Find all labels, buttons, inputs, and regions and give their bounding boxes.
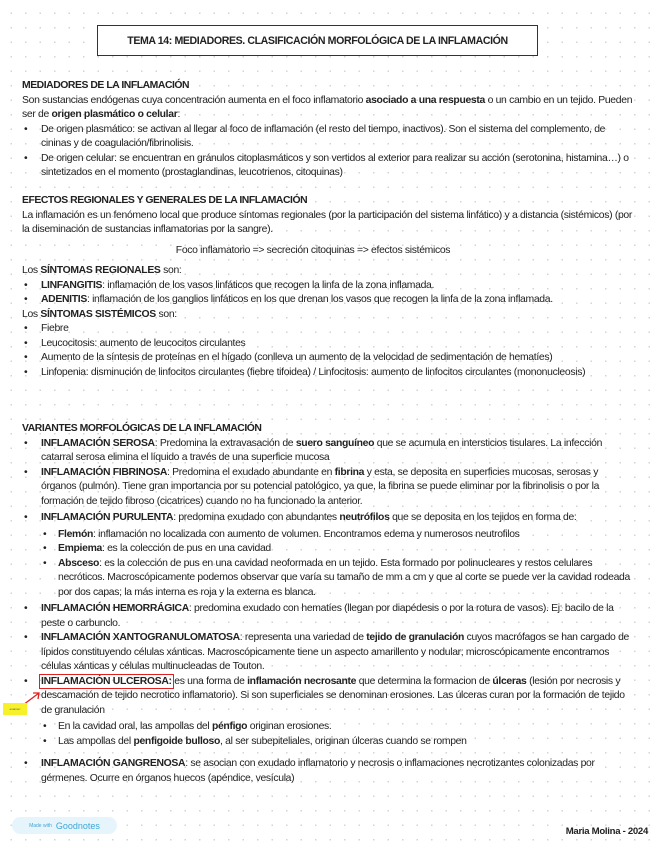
regionales-label [22,264,634,279]
title-text: TEMA 14: MEDIADORES. CLASIFICACIÓN MORFOLÓGICA DE LA INFLAMACIÓN [127,34,508,47]
bold-term: neutrófilos [339,512,390,523]
text-run: Las ampollas del [58,735,134,747]
text-run: que se acumula en intersticios tisulares. La infección catarral serosa elimina el líquido a través de una superficie mucosa [41,437,603,463]
sistemicos-label [22,308,634,323]
list-item [22,337,634,352]
list-item [22,293,634,308]
section-heading: VARIANTES MORFOLÓGICAS DE LA INFLAMACIÓN [22,423,262,434]
bold-term: Absceso [58,557,100,569]
list-item-xanto [22,631,634,675]
text-run: son: [155,308,177,320]
text-run: : Predomina el exudado abundante en [167,466,335,478]
bold-term: origen plasmático o celular [51,109,178,120]
bold-term: suero sanguíneo [295,437,375,449]
goodnotes-badge[interactable] [12,817,117,834]
text-run: Son sustancias endógenas cuya concentración aumenta en el foco inflamatorio [22,94,366,106]
bold-term: INFLAMACIÓN SEROSA [41,437,155,449]
text-run: o un cambio en un tejido. Pueden ser de [22,94,633,120]
text-run: : [177,109,181,120]
made-with-label: Made with [29,822,52,829]
text-run: : se asocian con exudado inflamatorio y necrosis o inflamaciones necrotizantes colonizadas por gérmenes. Ocurre en órganos huecos (apéndice, vesícula) [41,758,595,784]
text-run: : es la colección de pus en una cavidad neoformada en un tejido. Esta formado por polinucleares y restos celulares necróticos. Macroscópicamente podemos observar que varía su tamaño de mm a cm y que al corte se puede ver la cavidad rodeada por dos capas; la más interna es roja y la externa es blanca. [58,557,630,598]
bold-term: Empiema [58,543,102,554]
text-run: es una forma de [171,675,248,687]
bullet-list [22,757,634,786]
paragraph [22,94,634,123]
bold-term: INFLAMACIÓN XANTOGRANULOMATOSA [41,632,240,643]
bold-term: INFLAMACIÓN PURULENTA [41,512,174,523]
bold-term: penfigoide bulloso [133,735,221,747]
list-item-penfigoide [41,735,634,750]
highlighted-term: INFLAMACIÓN ULCEROSA: [41,675,172,687]
bold-term: INFLAMACIÓN HEMORRÁGICA [41,603,189,614]
list-item-absceso [41,557,634,601]
text-run: Aumento de la síntesis de proteínas en el hígado (conlleva un aumento de la velocidad de sedimentación de hematíes) [41,352,553,363]
bold-term: LINFANGITIS [41,279,103,291]
list-item-flemon [41,528,634,543]
list-item [22,123,634,152]
author-footer: Maria Molina - 2024 [565,826,648,837]
list-item-ulcerosa [22,675,634,719]
list-item [22,152,634,181]
bullet-list [22,123,634,181]
list-item [22,322,634,337]
text-run: cuyos macrófagos se han cargado de lípidos constituyendo células xánticas. Macroscópicamente tiene un aspecto amarillento y nodular; microscópicamente encontramos células xánticas y células multinucleadas de Touton. [41,632,630,672]
text-run: : inflamación de los vasos linfáticos que recogen la linfa de la zona inflamada. [102,279,435,291]
bold-term: tejido de granulación [366,632,465,643]
text-run: (lesión por necrosis y descamación de tejido necrotico inflamatorio). Si son superficiales se denominan erosiones. Las úlceras curan por la formación de tejido de granulación [41,675,625,716]
list-item-purulenta [22,511,634,526]
sub-list [22,720,634,749]
bold-term: fibrina [334,466,365,478]
list-item [22,279,634,294]
text-run: : Predomina la extravasación de [154,437,296,449]
text-run: Linfopenia: disminución de linfocitos circulantes (fiebre tifoidea) / Linfocitosis: aumento de linfocitos circulantes (mononucleosis) [41,366,586,378]
sticky-note[interactable]: examen [3,703,27,715]
text-run: Leucocitosis: aumento de leucocitos circulantes [41,337,246,349]
bold-term: ADENITIS [41,294,87,305]
text-run: : representa una variedad de [239,632,367,643]
bold-term: Flemón [58,528,94,540]
brand-label: Goodnotes [55,820,100,831]
text-run: : es la colección de pus en una cavidad [101,543,271,554]
text-run: : predomina exudado con abundantes [173,512,340,523]
bullet-list [22,437,634,526]
text-run: Los [22,308,41,320]
text-run: , al ser subepiteliales, originan úlceras cuando se rompen [220,735,467,747]
list-item-penfigo [41,720,634,735]
text-run: son: [160,265,182,276]
bold-term: úlceras [492,675,527,687]
section-efectos [22,194,634,380]
text-run: La inflamación es un fenómeno local que produce síntomas regionales (por la participación del sistema linfático) y a distancia (sistémicos) (por la diseminación de sustancias inflamatorias por la sangre). [22,209,633,235]
text-run: Los [22,265,41,276]
bold-term: INFLAMACIÓN FIBRINOSA [41,466,168,478]
list-item-serosa [22,437,634,466]
text-run: que se deposita en los tejidos en forma de: [389,512,577,523]
section-mediadores [22,79,634,181]
list-item-gangrenosa [22,757,634,786]
text-run: De origen plasmático: se activan al llegar al foco de inflamación (el resto del tiempo, inactivos). Son el sistema del complemento, de cininas y de coagulación/fibrinolisis. [41,123,606,149]
bold-term: pénfigo [211,721,248,732]
text-run: : inflamación no localizada con aumento de volumen. Encontramos edema y numerosos neutrofilos [93,528,520,540]
bold-term: asociado a una respuesta [365,94,485,106]
text-run: De origen celular: se encuentran en gránulos citoplasmáticos y son vertidos al exterior para realizar su acción (serotonina, histamina…) o sintetizados en el momento (prostaglandinas, leucotrienos, citoquinas) [41,152,629,178]
list-item-hemorragica [22,602,634,631]
bold-term: inflamación necrosante [247,675,357,687]
paragraph [22,209,634,238]
section-heading: EFECTOS REGIONALES Y GENERALES DE LA INFLAMACIÓN [22,195,308,206]
text-run: Fiebre [41,323,69,334]
list-item [22,366,634,381]
bullet-list [22,279,634,308]
bold-term: SÍNTOMAS SISTÉMICOS [40,308,156,320]
document-title [97,25,538,56]
text-run: que determina la formacion de [356,675,493,687]
bold-term: SÍNTOMAS REGIONALES [40,265,161,276]
bullet-list [22,602,634,718]
section-heading: MEDIADORES DE LA INFLAMACIÓN [22,80,190,91]
text-run: y esta, se deposita en superficies mucosas, serosas y órganos (pulmón). Tiene gran importancia por su potencial patológico, ya que, la fibrina se puede eliminar por la fibrinolisis o por la formación de tejido fibroso (cicatrices) cuando no ha funcionado la anterior. [41,466,600,507]
text-run: originan erosiones. [247,721,332,732]
section-variantes [22,422,634,786]
sub-list [22,528,634,601]
list-item-empiema [41,542,634,557]
list-item-fibrinosa [22,466,634,510]
bullet-list [22,322,634,380]
list-item [22,351,634,366]
bold-term: INFLAMACIÓN GANGRENOSA [41,758,186,769]
text-run: : inflamación de los ganglios linfáticos en los que drenan los vasos que recogen la linfa de la zona inflamada. [86,294,553,305]
text-run: : predomina exudado con hematíes (llegan por diapédesis o por la rotura de vasos). Ej: bacilo de la peste o carbunclo. [41,603,614,629]
text-run: En la cavidad oral, las ampollas del [58,721,212,732]
flow-formula: Foco inflamatorio => secreción citoquinas => efectos sistémicos [175,244,451,256]
